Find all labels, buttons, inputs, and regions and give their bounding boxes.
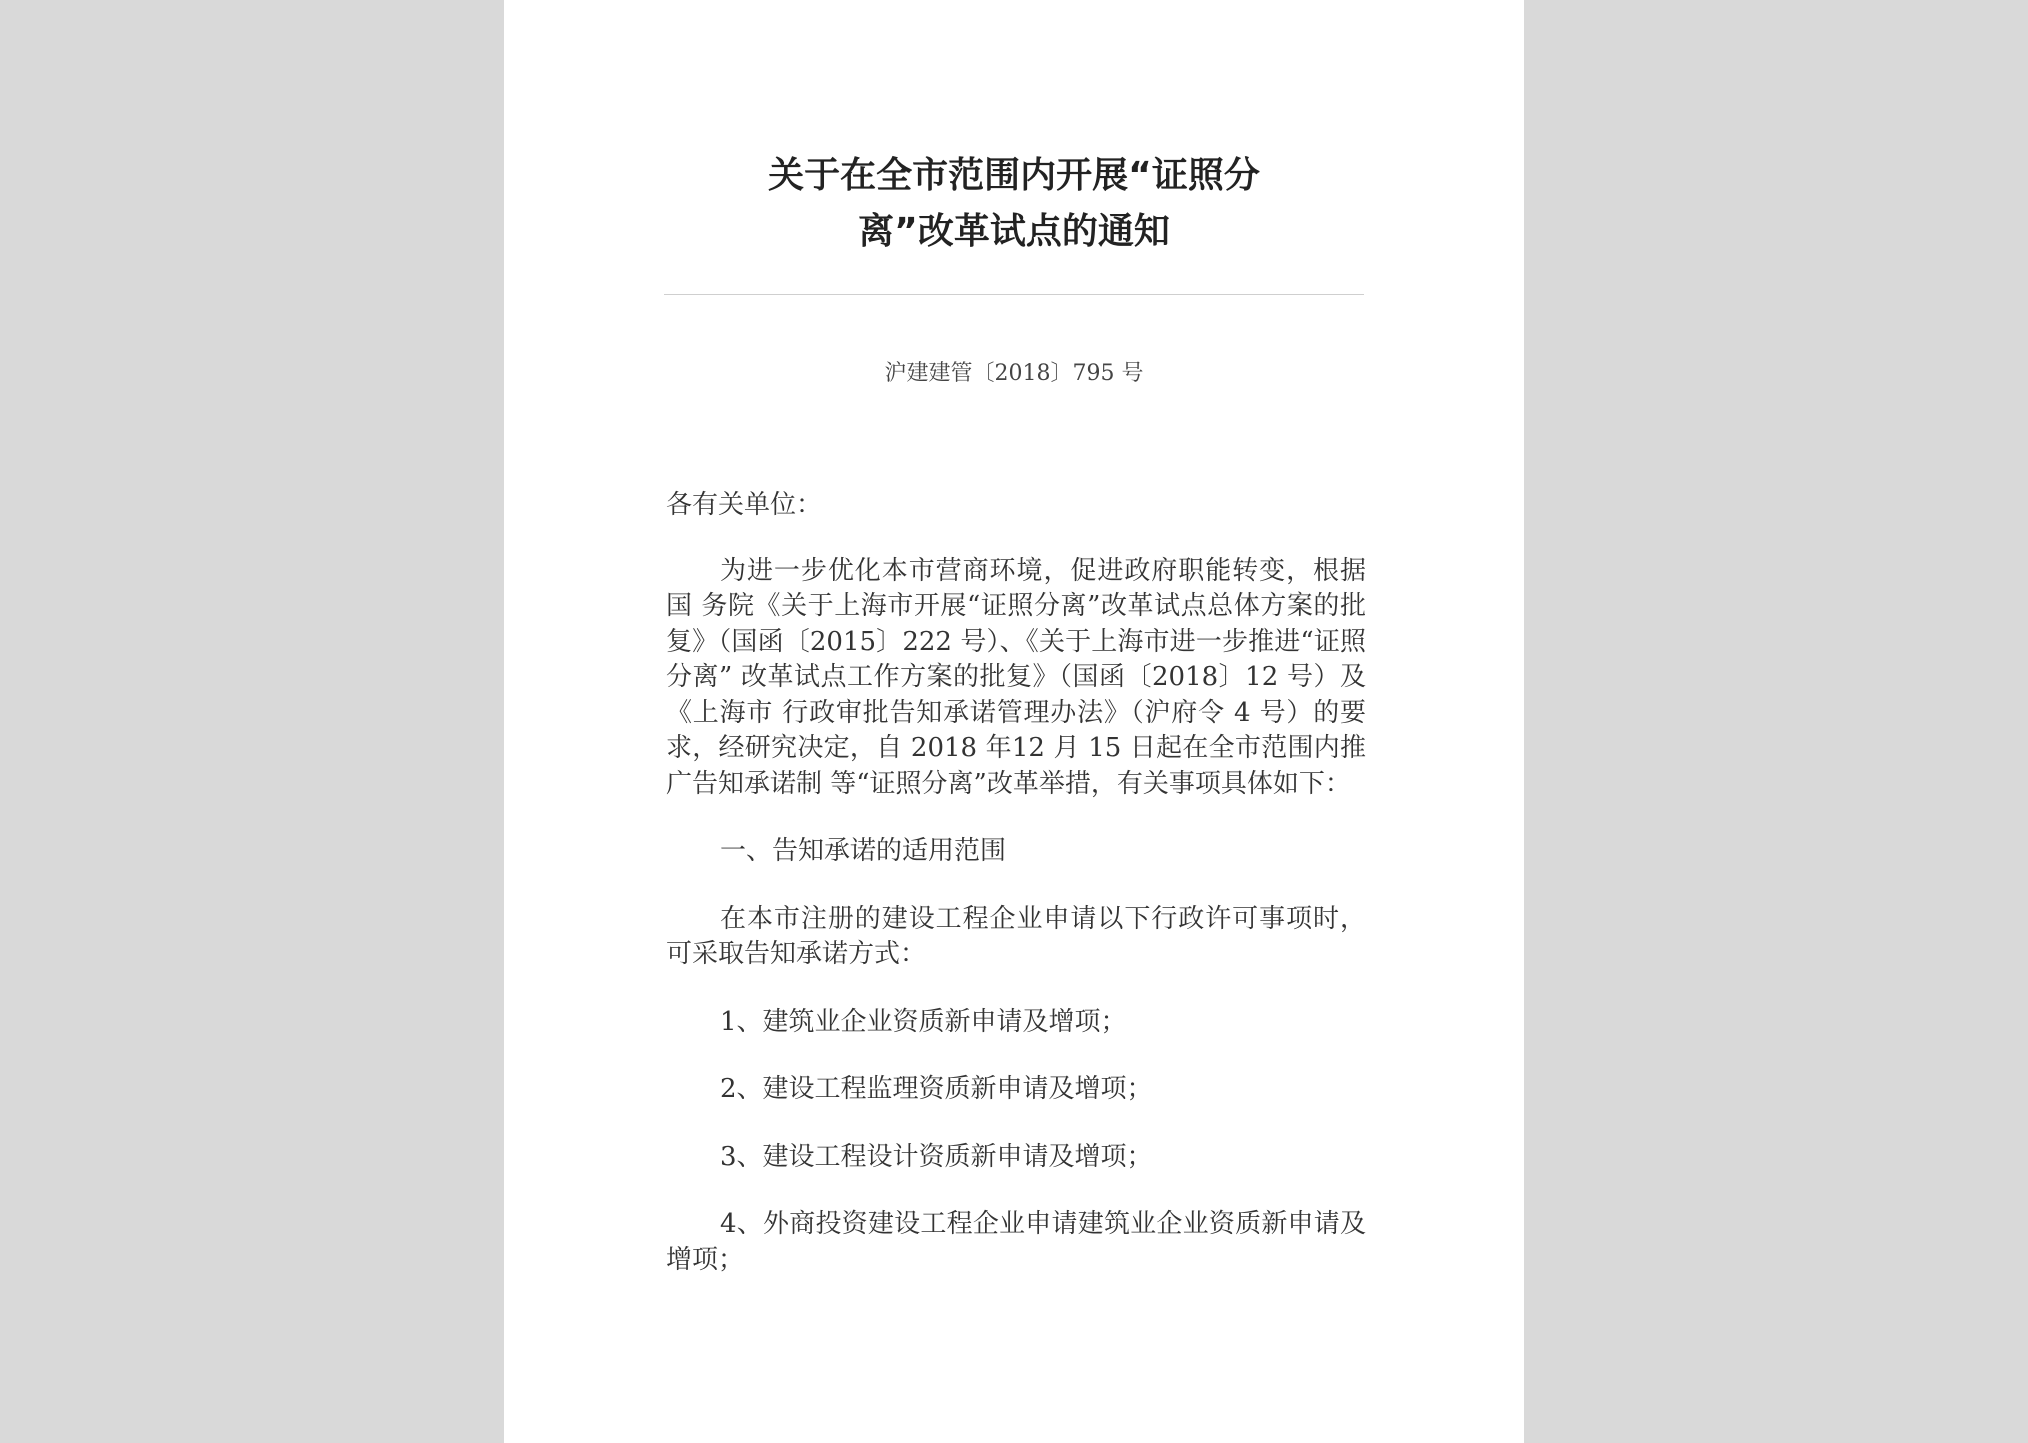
list-item: 4、外商投资建设工程企业申请建筑业企业资质新申请及 增项； (666, 1209, 1366, 1275)
document-body (666, 488, 1366, 1310)
title-divider (664, 294, 1364, 295)
title-line-1: 关于在全市范围内开展“证照分 (768, 155, 1260, 196)
list-item: 1、建筑业企业资质新申请及增项； (720, 1006, 1127, 1037)
salutation: 各有关单位： (666, 490, 823, 520)
document-page (504, 0, 1524, 1443)
list-item: 2、建设工程监理资质新申请及增项； (720, 1074, 1153, 1104)
section-heading: 一、告知承诺的适用范围 (720, 836, 1007, 866)
paragraph-scope: 在本市注册的建设工程企业申请以下行政许可事项时，可采取告知承诺方式： (666, 903, 1366, 969)
title-line-2: 离”改革试点的通知 (858, 211, 1170, 252)
paragraph-intro: 为进一步优化本市营商环境，促进政府职能转变，根据国 务院《关于上海市开展“证照分离”改革试点总体方案的批复》（国函〔2015〕222 号）、《关于上海市进一步推进“证照分离” 改革试点工作方案的批复》（国函〔2018〕12 号）及《上海市 行政审批告知承诺管理办法》（沪府令 4 号）的要求，经研究决定，自 2018 年12 月 15 日起在全市范围内推广告知承诺制 等“证照分离”改革举措，有关事项具体如下： (666, 555, 1366, 799)
document-number: 沪建建管〔2018〕795 号 (884, 361, 1144, 386)
list-item: 3、建设工程设计资质新申请及增项； (720, 1141, 1153, 1172)
document-title (504, 148, 1524, 260)
